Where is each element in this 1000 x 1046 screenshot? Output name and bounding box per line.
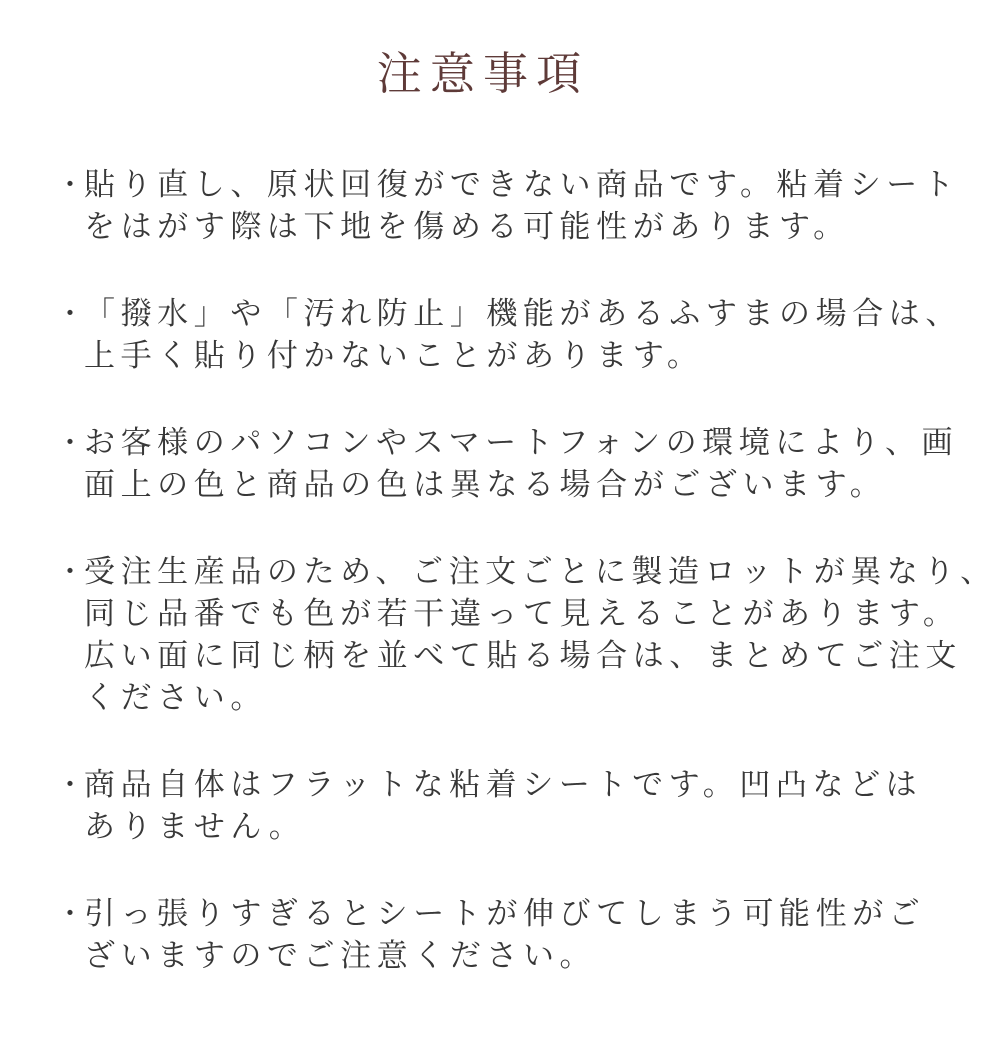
notice-list [56,164,997,977]
bullet-marker-icon: ・ [56,898,85,929]
notice-item [56,893,926,977]
page-title: 注意事項 [376,48,590,99]
bullet-marker-icon: ・ [56,298,85,329]
bullet-marker-icon: ・ [56,169,85,200]
notice-item [56,164,960,248]
notice-item-text: 貼り直し、原状回復ができない商品です。粘着シート をはがす際は下地を傷める可能性があります。 [84,167,960,244]
notice-item-text: 「撥水」や「汚れ防止」機能があるふすまの場合は、 上手く貼り付かないことがあります。 [84,296,962,373]
notice-item [56,764,922,848]
bullet-marker-icon: ・ [56,556,85,587]
notice-item [56,422,959,506]
bullet-marker-icon: ・ [56,427,85,458]
notice-item-text: 商品自体はフラットな粘着シートです。凹凸などは ありません。 [84,767,923,844]
bullet-marker-icon: ・ [56,769,85,800]
notice-item [56,293,962,377]
notice-item-text: 引っ張りすぎるとシートが伸びてしまう可能性がご ざいますのでご注意ください。 [84,896,926,973]
page [0,46,1000,1046]
notice-item [56,551,997,719]
notice-panel [0,46,1000,977]
notice-item-text: お客様のパソコンやスマートフォンの環境により、画 面上の色と商品の色は異なる場合がございます。 [84,425,959,502]
notice-item-text: 受注生産品のため、ご注文ごとに製造ロットが異なり、 同じ品番でも色が若干違って見えることがあります。 広い面に同じ柄を並べて貼る場合は、まとめてご注文 ください。 [84,554,997,715]
